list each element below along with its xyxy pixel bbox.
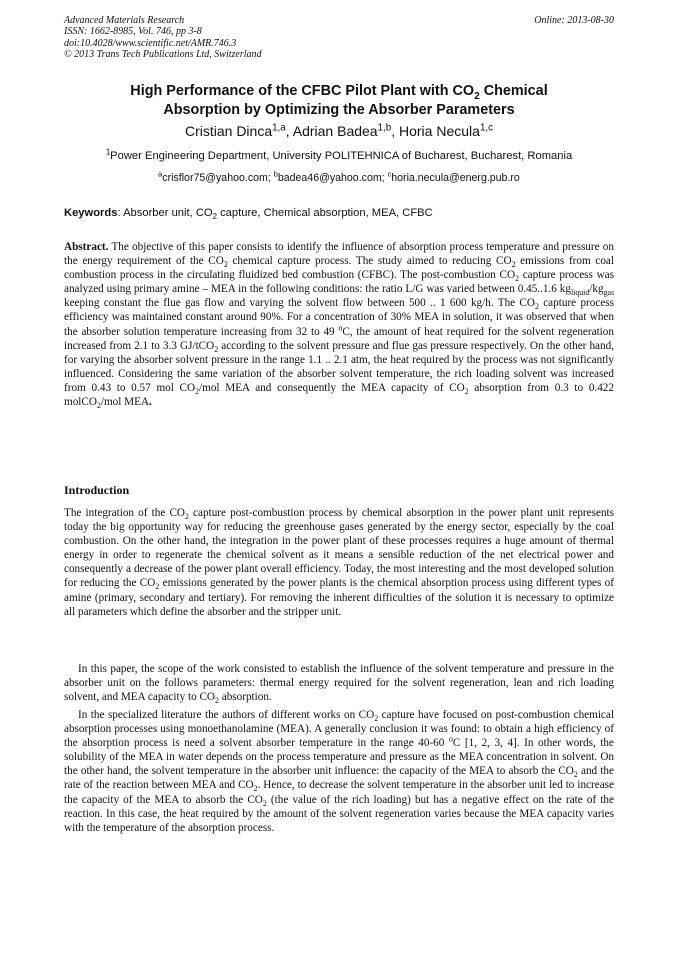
author-name: Adrian Badea <box>292 123 378 139</box>
intro-paragraph: In the specialized literature the authors of different works on $CO_2$ capture have focused on post-combustion chemical absorption processes using monoethanolamine (MEA). A generally conclusion it was found: to obtain a high efficiency of the absorption process is need a solvent absorber temperature in the range 40-60 $^o$C [1, 2, 3, 4]. In other words, the solubility of the MEA in water depends on the process temperature and pressure as the MEA concentration in solvent. On the other hand, the solvent temperature in the absorber unit influence: the capacity of the MEA to absorb the $CO_2$ and the rate of the reaction between MEA and $CO_2$. Hence, to decrease the solvent temperature in the absorber unit led to increase the capacity of the MEA to absorb the $CO_2$ (the value of the rich loading) but has a negative effect on the rate of the reaction. In this case, the heat required by the amount of the solvent regeneration varies because the MEA capacity varies with the temperature of the absorption process. <box>64 709 614 834</box>
email-link[interactable]: horia.necula@energ.pub.ro <box>391 172 520 184</box>
paper-title: High Performance of the CFBC Pilot Plant with $CO_2$ Chemical Absorption by Optimizing the Absorber Parameters <box>130 83 548 118</box>
email-link[interactable]: crisflor75@yahoo.com; <box>162 172 274 184</box>
author-list: Cristian Dinca$^{1,a}$, Adrian Badea$^{1,b}$, Horia Necula$^{1,c}$ <box>184 122 494 139</box>
issn-line: ISSN: 1662-8985, Vol. 746, pp 3-8 <box>64 26 202 38</box>
section-heading-introduction: Introduction <box>64 483 130 497</box>
abstract-label: Abstract. <box>64 241 109 253</box>
author-emails: $^a$crisflor75@yahoo.com; $^b$badea46@yahoo.com; $^c$horia.necula@energ.pub.ro <box>158 169 520 184</box>
keywords: Keywords: Absorber unit, $CO_2$ capture, Chemical absorption, MEA, CFBC <box>64 207 433 222</box>
copyright-line: © 2013 Trans Tech Publications Ltd, Switzerland <box>64 49 262 61</box>
abstract-paragraph: Abstract. The objective of this paper consists to identify the influence of absorption process temperature and pressure on the energy requirement of the $CO_2$ chemical capture process. The study aimed to reducing $CO_2$ emissions from coal combustion process in the circulating fluidized bed combustion (CFBC). The post-combustion $CO_2$ capture process was analyzed using primary amine – MEA in the following conditions: the ratio L/G was varied between 0.45..1.6 $kg_{liquid}/kg_{gas}$ keeping constant the flue gas flow and varying the solvent flow between 500 .. 1 600 kg/h. The $CO_2$ capture process efficiency was maintained constant around 90%. For a concentration of 30% MEA in solution, it was observed that when the absorber solution temperature increasing from 32 to 49 $^o$C, the amount of heat required for the solvent regeneration increased from 2.1 to 3.3 GJ/tCO$_2$ according to the solvent pressure and flue gas pressure respectively. On the other hand, for varying the absorber solvent pressure in the range 1.1 .. 2.1 atm, the heat required by the process was not significantly influenced. Considering the same variation of the absorber solvent temperature, the rich loading solvent was increased from 0.43 to 0.57 mol $CO_2$/mol MEA and consequently the MEA capacity of $CO_2$ absorption from 0.3 to 0.422 molCO$_2$/mol MEA. <box>64 241 615 411</box>
intro-paragraph: In this paper, the scope of the work consisted to establish the influence of the solvent temperature and pressure in the absorber unit on the follows parameters: thermal energy required for the solvent regeneration, lean and rich loading solvent, and MEA capacity to $CO_2$ absorption. <box>64 663 614 706</box>
author-name: Horia Necula <box>399 123 480 139</box>
online-date: Online: 2013-08-30 <box>534 15 614 26</box>
affiliation: $^1$Power Engineering Department, University POLITEHNICA of Bucharest, Bucharest, Romania <box>105 147 573 162</box>
email-link[interactable]: badea46@yahoo.com; <box>277 172 388 184</box>
author-name: Cristian Dinca <box>184 123 273 139</box>
intro-paragraph: The integration of the $CO_2$ capture post-combustion process by chemical absorption in the power plant unit represents today the big opportunity way for reducing the greenhouse gases generated by the energy sector, especially by the coal combustion. On the other hand, the integration in the power plant of these processes requires a huge amount of thermal energy in order to regenerate the chemical solvent as it means a sensible reduction of the net electrical power and consequently a decrease of the power plant overall efficiency. Today, the most interesting and the most developed solution for reducing the $CO_2$ emissions generated by the power plants is the chemical absorption process using different types of amine (primary, secondary and tertiary). For removing the inherent difficulties of the solution it is necessary to optimize all parameters which define the absorber and the stripper unit. <box>64 507 614 618</box>
journal-name: Advanced Materials Research <box>64 15 185 26</box>
doi-line: doi:10.4028/www.scientific.net/AMR.746.3 <box>64 37 237 49</box>
journal-header <box>64 15 262 61</box>
keywords-label: Keywords <box>64 207 118 219</box>
